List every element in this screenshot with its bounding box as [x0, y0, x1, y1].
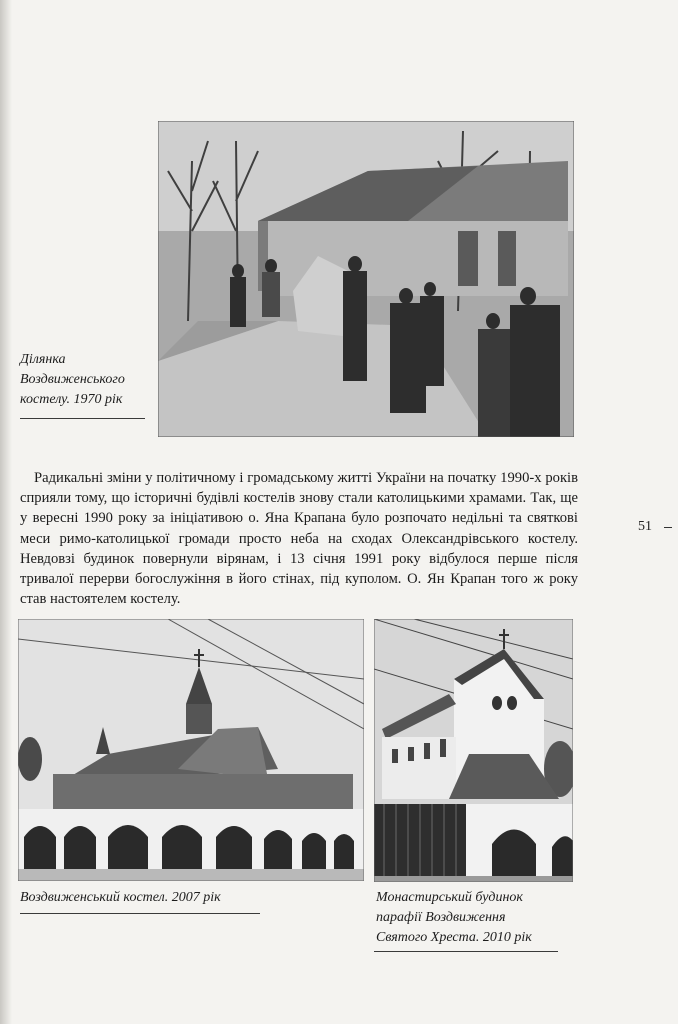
photo2-caption-line1: Воздвиженський костел. 2007 рік [20, 890, 221, 905]
page-number: 51 [638, 519, 652, 534]
photo-monastery-house-2010 [374, 619, 573, 882]
photo3-caption-rule [374, 951, 558, 952]
photo1-caption [20, 350, 160, 410]
body-paragraph: Радикальні зміни у політичному і громадському житті України на початку 1990-х років сприяли тому, що історичні будівлі костелів знову стали католицькими храмами. Так, ще у вересні 1990 року за ініціативою о. Яна Крапана було розпочато недільні та святкові меси римо-католицької громади просто неба на сходах Олександрівського костелу. Невдовзі будинок повернули вірянам, і 13 січня 1991 року відбулося перше після тривалої перерви богослужіння в його стінах, під куполом. О. Ян Крапан того ж року став настоятелем костелу. [20, 470, 578, 608]
photo1-caption-line3: костелу. 1970 рік [20, 392, 123, 407]
photo2-caption-rule [20, 913, 260, 914]
photo3-caption-line3: Святого Хреста. 2010 рік [376, 930, 532, 945]
photo3-caption [376, 888, 576, 948]
photo1-caption-line1: Ділянка [20, 352, 66, 367]
photo-church-grounds-1970 [158, 121, 574, 437]
photo1-caption-line2: Воздвиженського [20, 372, 125, 387]
photo1-caption-rule [20, 418, 145, 419]
photo2-caption [20, 888, 280, 908]
photo-church-2007 [18, 619, 364, 881]
page-number-dash [664, 527, 672, 528]
page-binding-shadow [0, 0, 12, 1024]
photo3-caption-line2: парафії Воздвиження [376, 910, 506, 925]
photo3-caption-line1: Монастирський будинок [376, 890, 523, 905]
